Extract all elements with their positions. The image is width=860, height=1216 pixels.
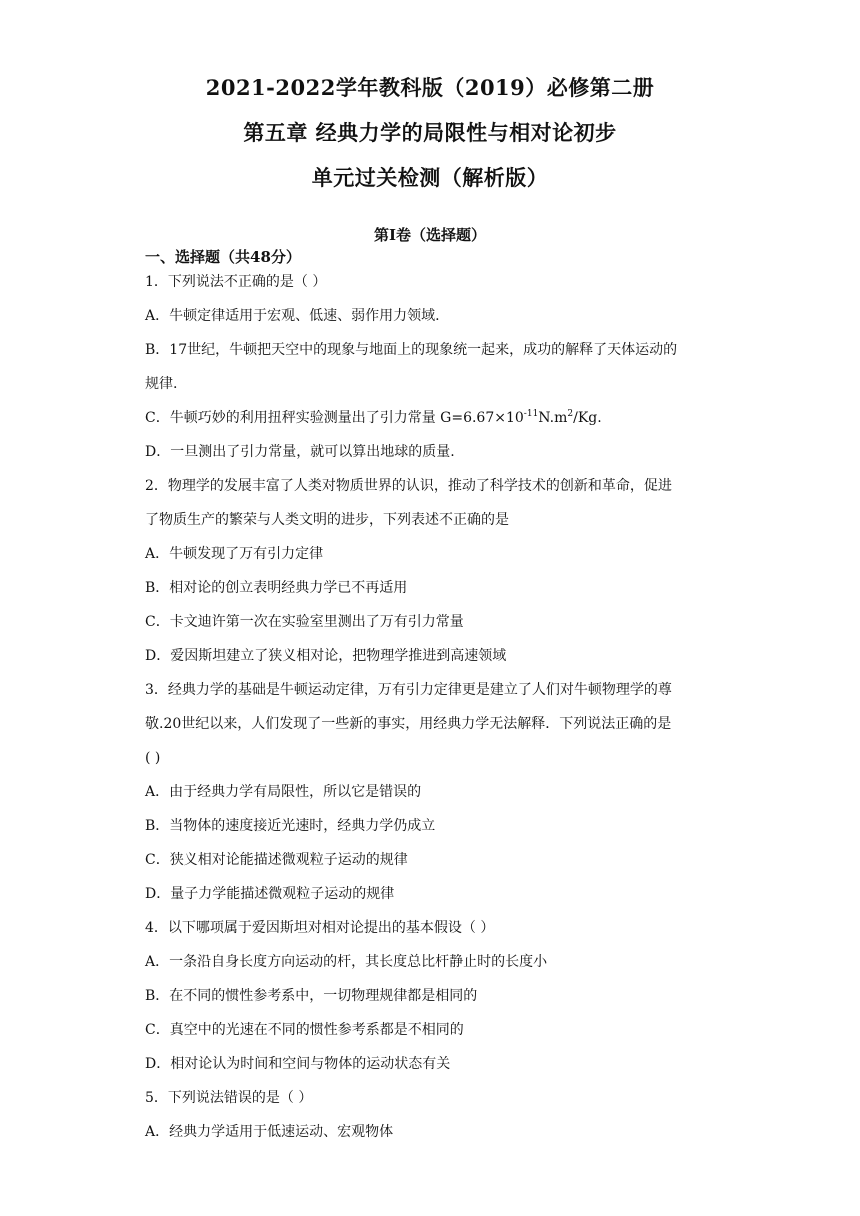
q5-option-a: A．经典力学适用于低速运动、宏观物体 bbox=[145, 1124, 394, 1140]
q1-stem: 1．下列说法不正确的是（ ） bbox=[145, 274, 327, 290]
doc-title-line-1: 2021-2022学年教科版（2019）必修第二册 bbox=[205, 75, 655, 100]
q2-option-c: C．卡文迪许第一次在实验室里测出了万有引力常量 bbox=[145, 614, 464, 630]
q3-option-a: A．由于经典力学有局限性，所以它是错误的 bbox=[145, 784, 422, 800]
q3-option-b: B．当物体的速度接近光速时，经典力学仍成立 bbox=[145, 818, 436, 834]
q2-option-b: B．相对论的创立表明经典力学已不再适用 bbox=[145, 580, 408, 596]
q3-stem-cont: 敬.20世纪以来，人们发现了一些新的事实，用经典力学无法解释．下列说法正确的是 bbox=[145, 716, 672, 732]
q4-option-a: A．一条沿自身长度方向运动的杆，其长度总比杆静止时的长度小 bbox=[145, 954, 548, 970]
q1-option-c-unit-exponent: 2 bbox=[567, 409, 574, 419]
q2-stem: 2．物理学的发展丰富了人类对物质世界的认识，推动了科学技术的创新和革命，促进 bbox=[145, 478, 672, 494]
doc-title-line-2: 第五章 经典力学的局限性与相对论初步 bbox=[243, 120, 617, 145]
q4-option-b: B．在不同的惯性参考系中，一切物理规律都是相同的 bbox=[145, 988, 478, 1004]
q1-option-c-text: C．牛顿巧妙的利用扭秤实验测量出了引力常量 G=6.67×10 bbox=[145, 410, 524, 426]
q1-option-c-unit: N.m bbox=[538, 410, 568, 426]
q4-stem: 4．以下哪项属于爱因斯坦对相对论提出的基本假设（ ） bbox=[145, 920, 495, 936]
doc-title-line-3: 单元过关检测（解析版） bbox=[311, 165, 549, 190]
q1-option-c bbox=[145, 408, 725, 428]
q3-stem-bracket: ( ) bbox=[145, 750, 161, 766]
q3-stem: 3．经典力学的基础是牛顿运动定律，万有引力定律更是建立了人们对牛顿物理学的尊 bbox=[145, 682, 672, 698]
q3-option-d: D．量子力学能描述微观粒子运动的规律 bbox=[145, 886, 395, 902]
q1-option-c-exponent: -11 bbox=[523, 409, 539, 419]
q5-stem: 5．下列说法错误的是（ ） bbox=[145, 1090, 313, 1106]
q1-option-b-cont: 规律. bbox=[145, 376, 178, 392]
volume-heading: 第Ⅰ卷（选择题） bbox=[373, 226, 487, 244]
q4-option-c: C．真空中的光速在不同的惯性参考系都是不相同的 bbox=[145, 1022, 464, 1038]
q1-option-c-unit-end: /Kg. bbox=[573, 410, 602, 426]
q2-option-a: A．牛顿发现了万有引力定律 bbox=[145, 546, 324, 562]
q2-stem-cont: 了物质生产的繁荣与人类文明的进步，下列表述不正确的是 bbox=[145, 512, 509, 528]
section-heading: 一、选择题（共48分） bbox=[145, 248, 301, 266]
q2-option-d: D．爱因斯坦建立了狭义相对论，把物理学推进到高速领域 bbox=[145, 648, 507, 664]
q1-option-b: B．17世纪，牛顿把天空中的现象与地面上的现象统一起来，成功的解释了天体运动的 bbox=[145, 342, 678, 358]
q3-option-c: C．狭义相对论能描述微观粒子运动的规律 bbox=[145, 852, 408, 868]
q1-option-d: D．一旦测出了引力常量，就可以算出地球的质量. bbox=[145, 444, 455, 460]
q1-option-a: A．牛顿定律适用于宏观、低速、弱作用力领域. bbox=[145, 308, 440, 324]
q4-option-d: D．相对论认为时间和空间与物体的运动状态有关 bbox=[145, 1056, 451, 1072]
